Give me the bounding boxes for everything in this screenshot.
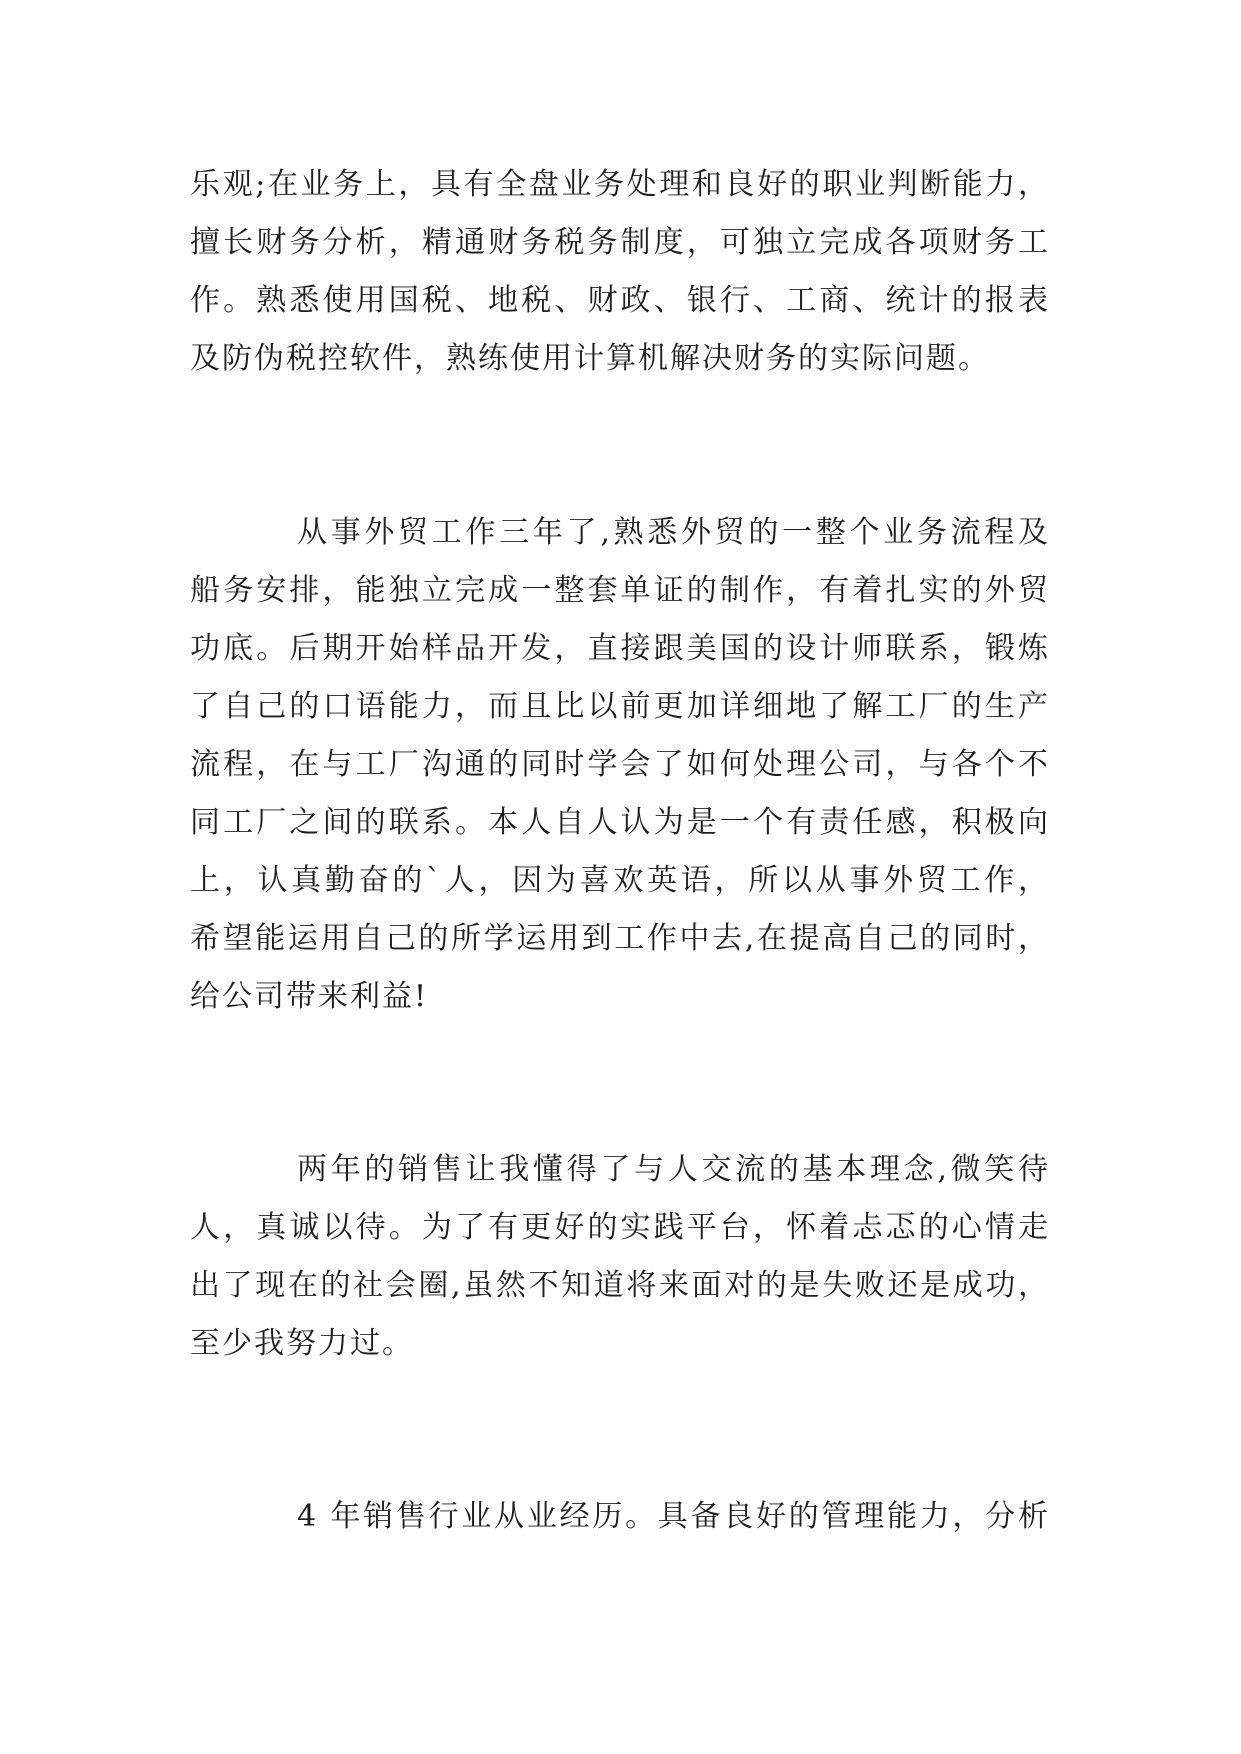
text-line: 希望能运用自己的所学运用到工作中去,在提高自己的同时， bbox=[190, 921, 1050, 956]
paragraph bbox=[190, 1141, 1050, 1373]
paragraph bbox=[190, 156, 1050, 388]
paragraph bbox=[190, 504, 1050, 1026]
text-line: 及防伪税控软件，熟练使用计算机解决财务的实际问题。 bbox=[190, 341, 990, 376]
text-line: 上，认真勤奋的`人，因为喜欢英语，所以从事外贸工作， bbox=[190, 863, 1050, 898]
text-line: 从事外贸工作三年了,熟悉外贸的一整个业务流程及 bbox=[297, 515, 1050, 550]
text-line: 乐观;在业务上，具有全盘业务处理和良好的职业判断能力， bbox=[190, 167, 1050, 202]
text-line: 出了现在的社会圈,虽然不知道将来面对的是失败还是成功， bbox=[190, 1268, 1050, 1303]
text-line: 给公司带来利益! bbox=[190, 979, 429, 1014]
text-line: 同工厂之间的联系。本人自人认为是一个有责任感，积极向 bbox=[190, 805, 1050, 840]
paragraph bbox=[190, 1488, 1050, 1546]
text-line: 人，真诚以待。为了有更好的实践平台，怀着忐忑的心情走 bbox=[190, 1210, 1050, 1245]
text-line: 4 年销售行业从业经历。具备良好的管理能力，分析 bbox=[297, 1499, 1050, 1534]
text-line: 了自己的口语能力，而且比以前更加详细地了解工厂的生产 bbox=[190, 689, 1050, 724]
text-line: 两年的销售让我懂得了与人交流的基本理念,微笑待 bbox=[297, 1152, 1050, 1187]
text-line: 船务安排，能独立完成一整套单证的制作，有着扎实的外贸 bbox=[190, 573, 1050, 608]
text-line: 擅长财务分析，精通财务税务制度，可独立完成各项财务工 bbox=[190, 225, 1050, 260]
text-line: 功底。后期开始样品开发，直接跟美国的设计师联系，锻炼 bbox=[190, 631, 1050, 666]
text-line: 流程，在与工厂沟通的同时学会了如何处理公司，与各个不 bbox=[190, 747, 1050, 782]
text-line: 至少我努力过。 bbox=[190, 1326, 414, 1361]
text-line: 作。熟悉使用国税、地税、财政、银行、工商、统计的报表 bbox=[190, 283, 1050, 318]
